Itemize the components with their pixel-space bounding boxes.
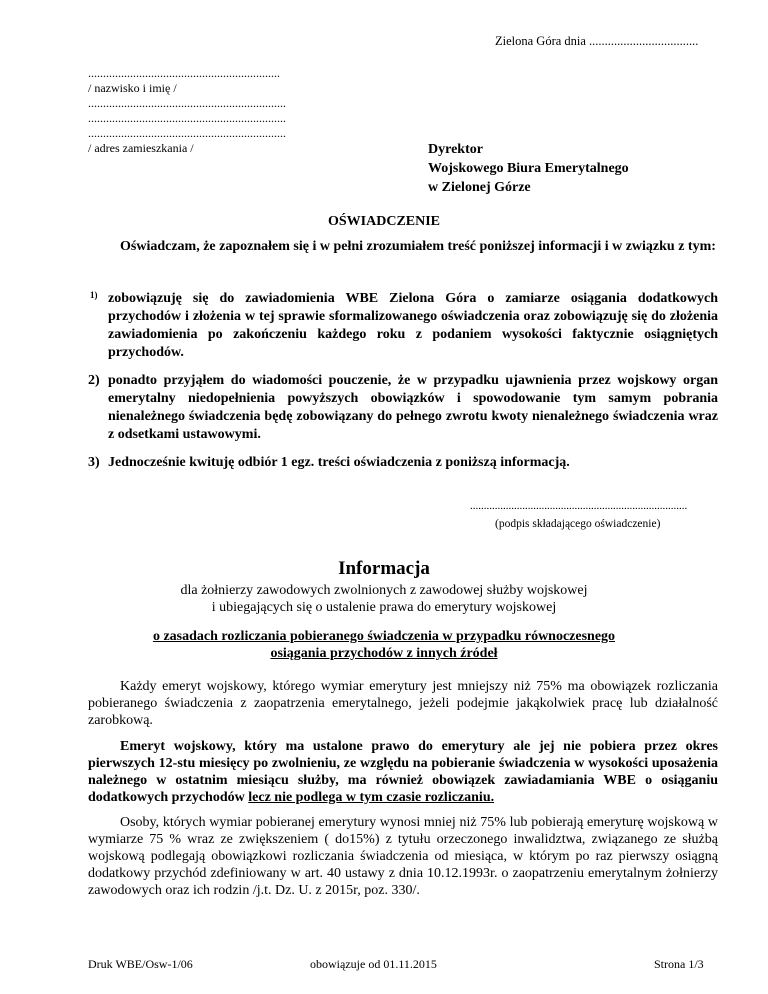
signature-label: (podpis składającego oświadczenie) bbox=[495, 518, 661, 530]
declaration-item bbox=[88, 454, 718, 472]
declaration-item bbox=[88, 372, 718, 444]
heading-line: o zasadach rozliczania pobieranego świadczenia w przypadku równoczesnego bbox=[152, 629, 616, 644]
subtitle-line: i ubiegających się o ustalenie prawa do emerytury wojskowej bbox=[211, 600, 557, 615]
information-subtitle bbox=[0, 582, 768, 616]
recipient-line: Dyrektor bbox=[428, 142, 483, 157]
address-label: / adres zamieszkania / bbox=[88, 141, 194, 155]
information-title: Informacja bbox=[338, 558, 430, 579]
heading-line: osiągania przychodów z innych źródeł bbox=[270, 646, 498, 661]
address-dotted-line: .................................................................. bbox=[88, 96, 286, 110]
information-paragraph: Osoby, których wymiar pobieranej emerytury wynosi mniej niż 75% lub pobierają emeryturę wojskową w wymiarze 75 % wraz ze zwiększeniem ( do15%) z tytułu orzeczonego inwalidztwa, związanego ze służbą wojskową podlegają obowiązkowi rozliczania świadczenia od miesiąca, w którym po raz pierwszy osiągną dodatkowy przychód zdefiniowany w art. 40 ustawy z dnia 10.12.1993r. o zaopatrzeniu emerytalnym żołnierzy zawodowych oraz ich rodzin /j.t. Dz. U. z 2015r, poz. 330/. bbox=[88, 815, 718, 898]
declaration-intro: Oświadczam, że zapoznałem się i w pełni zrozumiałem treść poniższej informacji i w związku z tym: bbox=[120, 239, 716, 254]
item-number: 2) bbox=[88, 373, 100, 388]
information-paragraph-bold bbox=[88, 738, 718, 806]
item-text: Jednocześnie kwituję odbiór 1 egz. treści oświadczenia z poniższą informacją. bbox=[108, 455, 570, 470]
declaration-title: OŚWIADCZENIE bbox=[327, 214, 441, 229]
page-number: Strona 1/3 bbox=[654, 957, 704, 971]
item-text: zobowiązuję się do zawiadomienia WBE Zielona Góra o zamiarze osiągania dodatkowych przychodów i złożenia w tej sprawie sformalizowanego oświadczenia oraz zobowiązuję się do złożenia zawiadomienia po zakończeniu każdego roku z podaniem wysokości faktycznie osiągniętych przychodów. bbox=[108, 291, 718, 360]
information-paragraph: Każdy emeryt wojskowy, którego wymiar emerytury jest mniejszy niż 75% ma obowiązek rozliczania pobieranego świadczenia z zaopatrzenia emerytalnego, jeżeli podejmie jakąkolwiek pracę lub działalność zarobkową. bbox=[88, 679, 718, 728]
address-dotted-line: .................................................................. bbox=[88, 126, 286, 140]
subtitle-line: dla żołnierzy zawodowych zwolnionych z zawodowej służby wojskowej bbox=[180, 583, 588, 598]
name-label: / nazwisko i imię / bbox=[88, 81, 177, 95]
sender-block bbox=[88, 66, 286, 156]
valid-from: obowiązuje od 01.11.2015 bbox=[310, 957, 437, 971]
paragraph-text: Emeryt wojskowy, który ma ustalone prawo do emerytury ale jej nie pobiera przez okres pierwszych 12-stu miesięcy po zwolnieniu, ze względu na pobieranie świadczenia w wysokości uposażenia należnego w ostatnim miesiącu służby, ma również obowiązek zawiadamiania WBE o osiąganiu dodatkowych przychodów bbox=[88, 739, 718, 805]
recipient-line: w Zielonej Górze bbox=[428, 180, 531, 195]
form-code: Druk WBE/Osw-1/06 bbox=[88, 957, 193, 971]
item-text: ponadto przyjąłem do wiadomości pouczenie, że w przypadku ujawnienia przez wojskowy organ emerytalny niedopełnienia powyższych obowiązków i spowodowanie tym samym pobrania nienależnego świadczenia będę zobowiązany do pełnego zwrotu kwoty nienależnego świadczenia wraz z odsetkami ustawowymi. bbox=[108, 373, 718, 442]
recipient-block bbox=[428, 140, 629, 197]
item-number: 3) bbox=[88, 455, 100, 470]
place-date-field: Zielona Góra dnia ................................... bbox=[495, 34, 699, 48]
name-dotted-line: ................................................................ bbox=[88, 66, 280, 80]
information-heading bbox=[0, 628, 768, 662]
item-number: 1) bbox=[90, 290, 98, 300]
recipient-line: Wojskowego Biura Emerytalnego bbox=[428, 161, 629, 176]
declaration-item bbox=[88, 290, 718, 362]
signature-line: ............................................................................... bbox=[470, 500, 688, 512]
underlined-text: lecz nie podlega w tym czasie rozliczaniu. bbox=[248, 790, 495, 805]
address-dotted-line: .................................................................. bbox=[88, 111, 286, 125]
